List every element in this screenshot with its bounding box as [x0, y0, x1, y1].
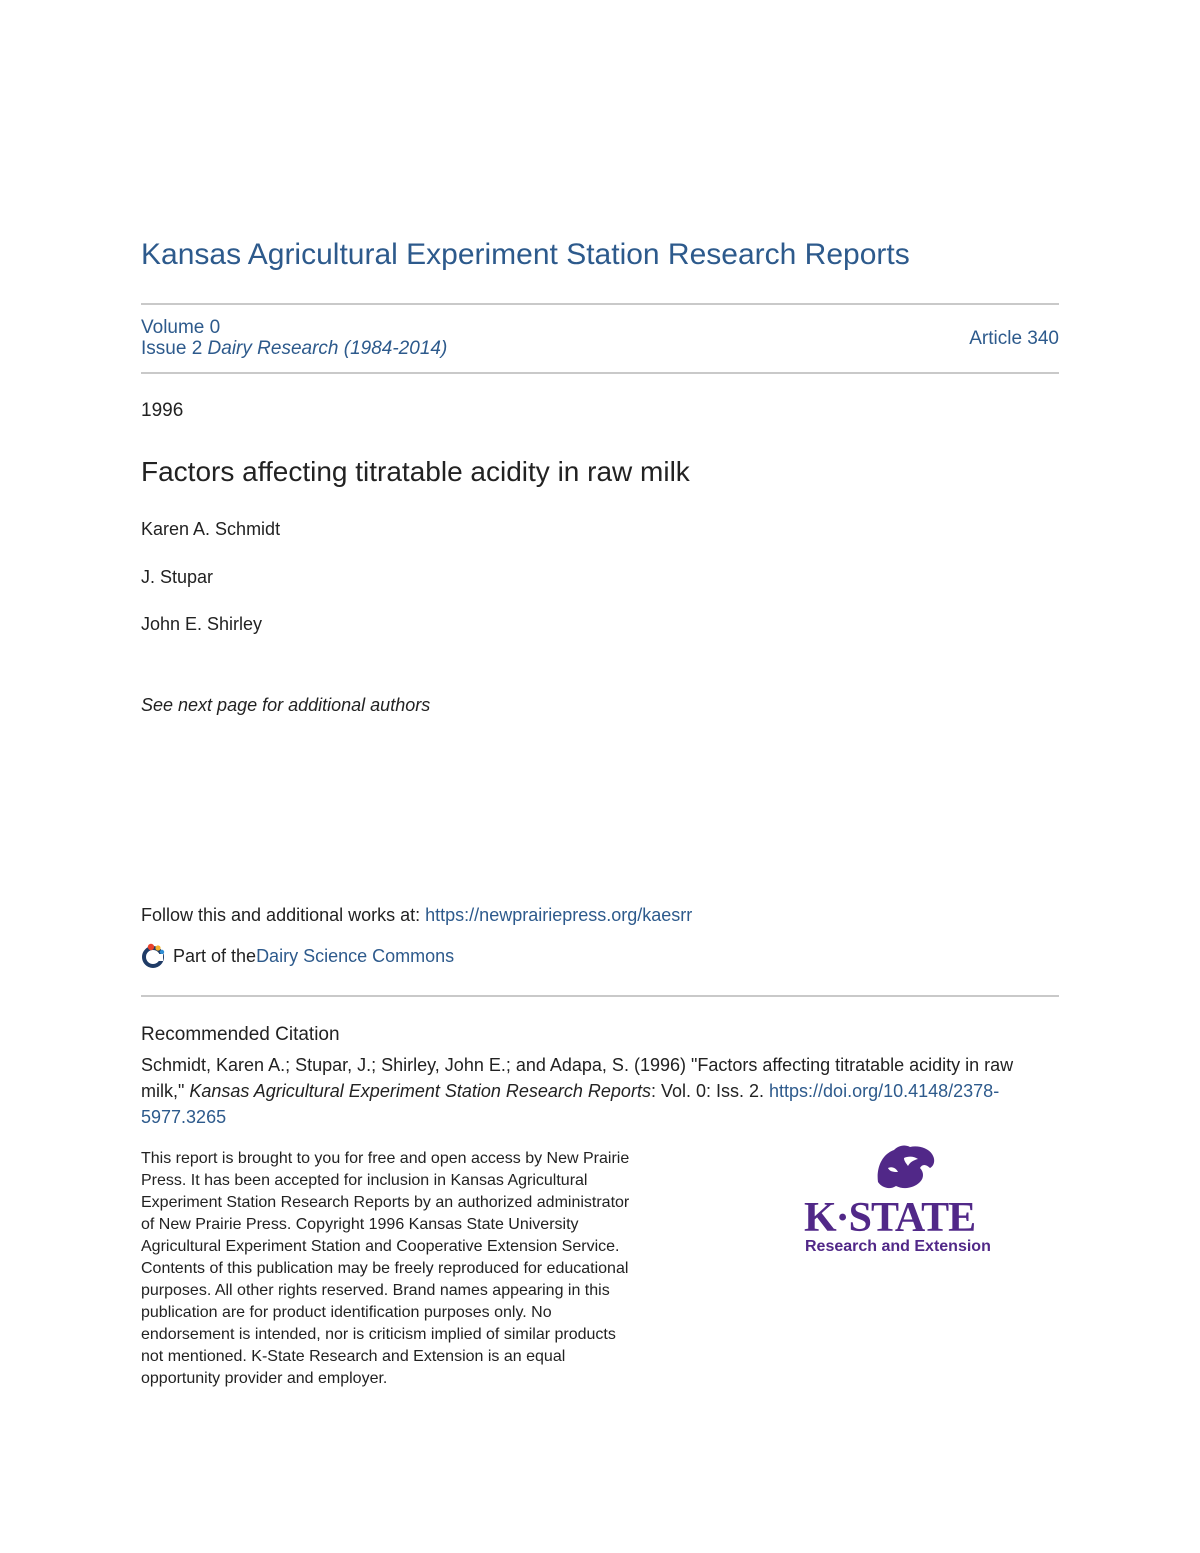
doi-link[interactable]: https://doi.org/10.4148/2378-5977.3265 — [141, 1081, 1000, 1127]
wildcat-icon — [874, 1144, 936, 1190]
citation-divider — [141, 995, 1059, 997]
kstate-wordmark: K·STATE — [804, 1195, 976, 1241]
bepress-commons-icon — [141, 943, 167, 969]
top-divider — [141, 303, 1059, 305]
article-link[interactable]: Article 340 — [969, 328, 1059, 349]
kstate-logo — [800, 1144, 1010, 1259]
paper-title: Factors affecting titratable acidity in raw milk — [141, 456, 690, 487]
author-3: John E. Shirley — [141, 614, 263, 634]
header-bottom-divider — [141, 372, 1059, 374]
author-2: J. Stupar — [141, 567, 214, 587]
follow-line — [141, 905, 692, 926]
volume-link[interactable]: Volume 0 — [141, 317, 221, 338]
citation-journal: Kansas Agricultural Experiment Station Research Reports — [189, 1081, 651, 1101]
part-of-line — [141, 943, 454, 969]
part-of-prefix: Part of the — [173, 945, 257, 966]
issue-line — [141, 338, 447, 360]
publication-year: 1996 — [141, 400, 184, 421]
follow-url-link[interactable]: https://newprairiepress.org/kaesrr — [425, 905, 693, 925]
recommended-citation-heading: Recommended Citation — [141, 1024, 340, 1045]
kstate-subtitle: Research and Extension — [805, 1238, 991, 1255]
access-disclaimer: This report is brought to you for free and open access by New Prairie Press. It has been accepted for inclusion in Kansas Agricultural Experiment Station Research Reports by an authorized administrator of New Prairie Press. Copyright 1996 Kansas State University Agricultural Experiment Station and Cooperative Extension Service. Contents of this publication may be freely reproduced for educational purposes. All other rights reserved. Brand names appearing in this publication are for product identification purposes only. No endorsement is intended, nor is criticism implied of similar products not mentioned. K-State Research and Extension is an equal opportunity provider and employer. — [141, 1150, 630, 1387]
citation-volume-issue: : Vol. 0: Iss. 2. — [650, 1081, 770, 1101]
follow-prefix: Follow this and additional works at: — [141, 905, 426, 925]
citation-authors-title: Schmidt, Karen A.; Stupar, J.; Shirley, John E.; and Adapa, S. (1996) "Factors affecting titratable acidity in raw milk," — [141, 1055, 1014, 1101]
author-1: Karen A. Schmidt — [141, 519, 281, 539]
journal-title[interactable]: Kansas Agricultural Experiment Station Research Reports — [141, 238, 910, 271]
dairy-science-commons-link[interactable]: Dairy Science Commons — [256, 945, 455, 966]
issue-number-link[interactable]: Issue 2 — [141, 338, 203, 359]
additional-authors-note: See next page for additional authors — [141, 695, 431, 715]
issue-name-link[interactable]: Dairy Research (1984-2014) — [207, 338, 448, 359]
citation-text — [141, 1052, 1059, 1130]
